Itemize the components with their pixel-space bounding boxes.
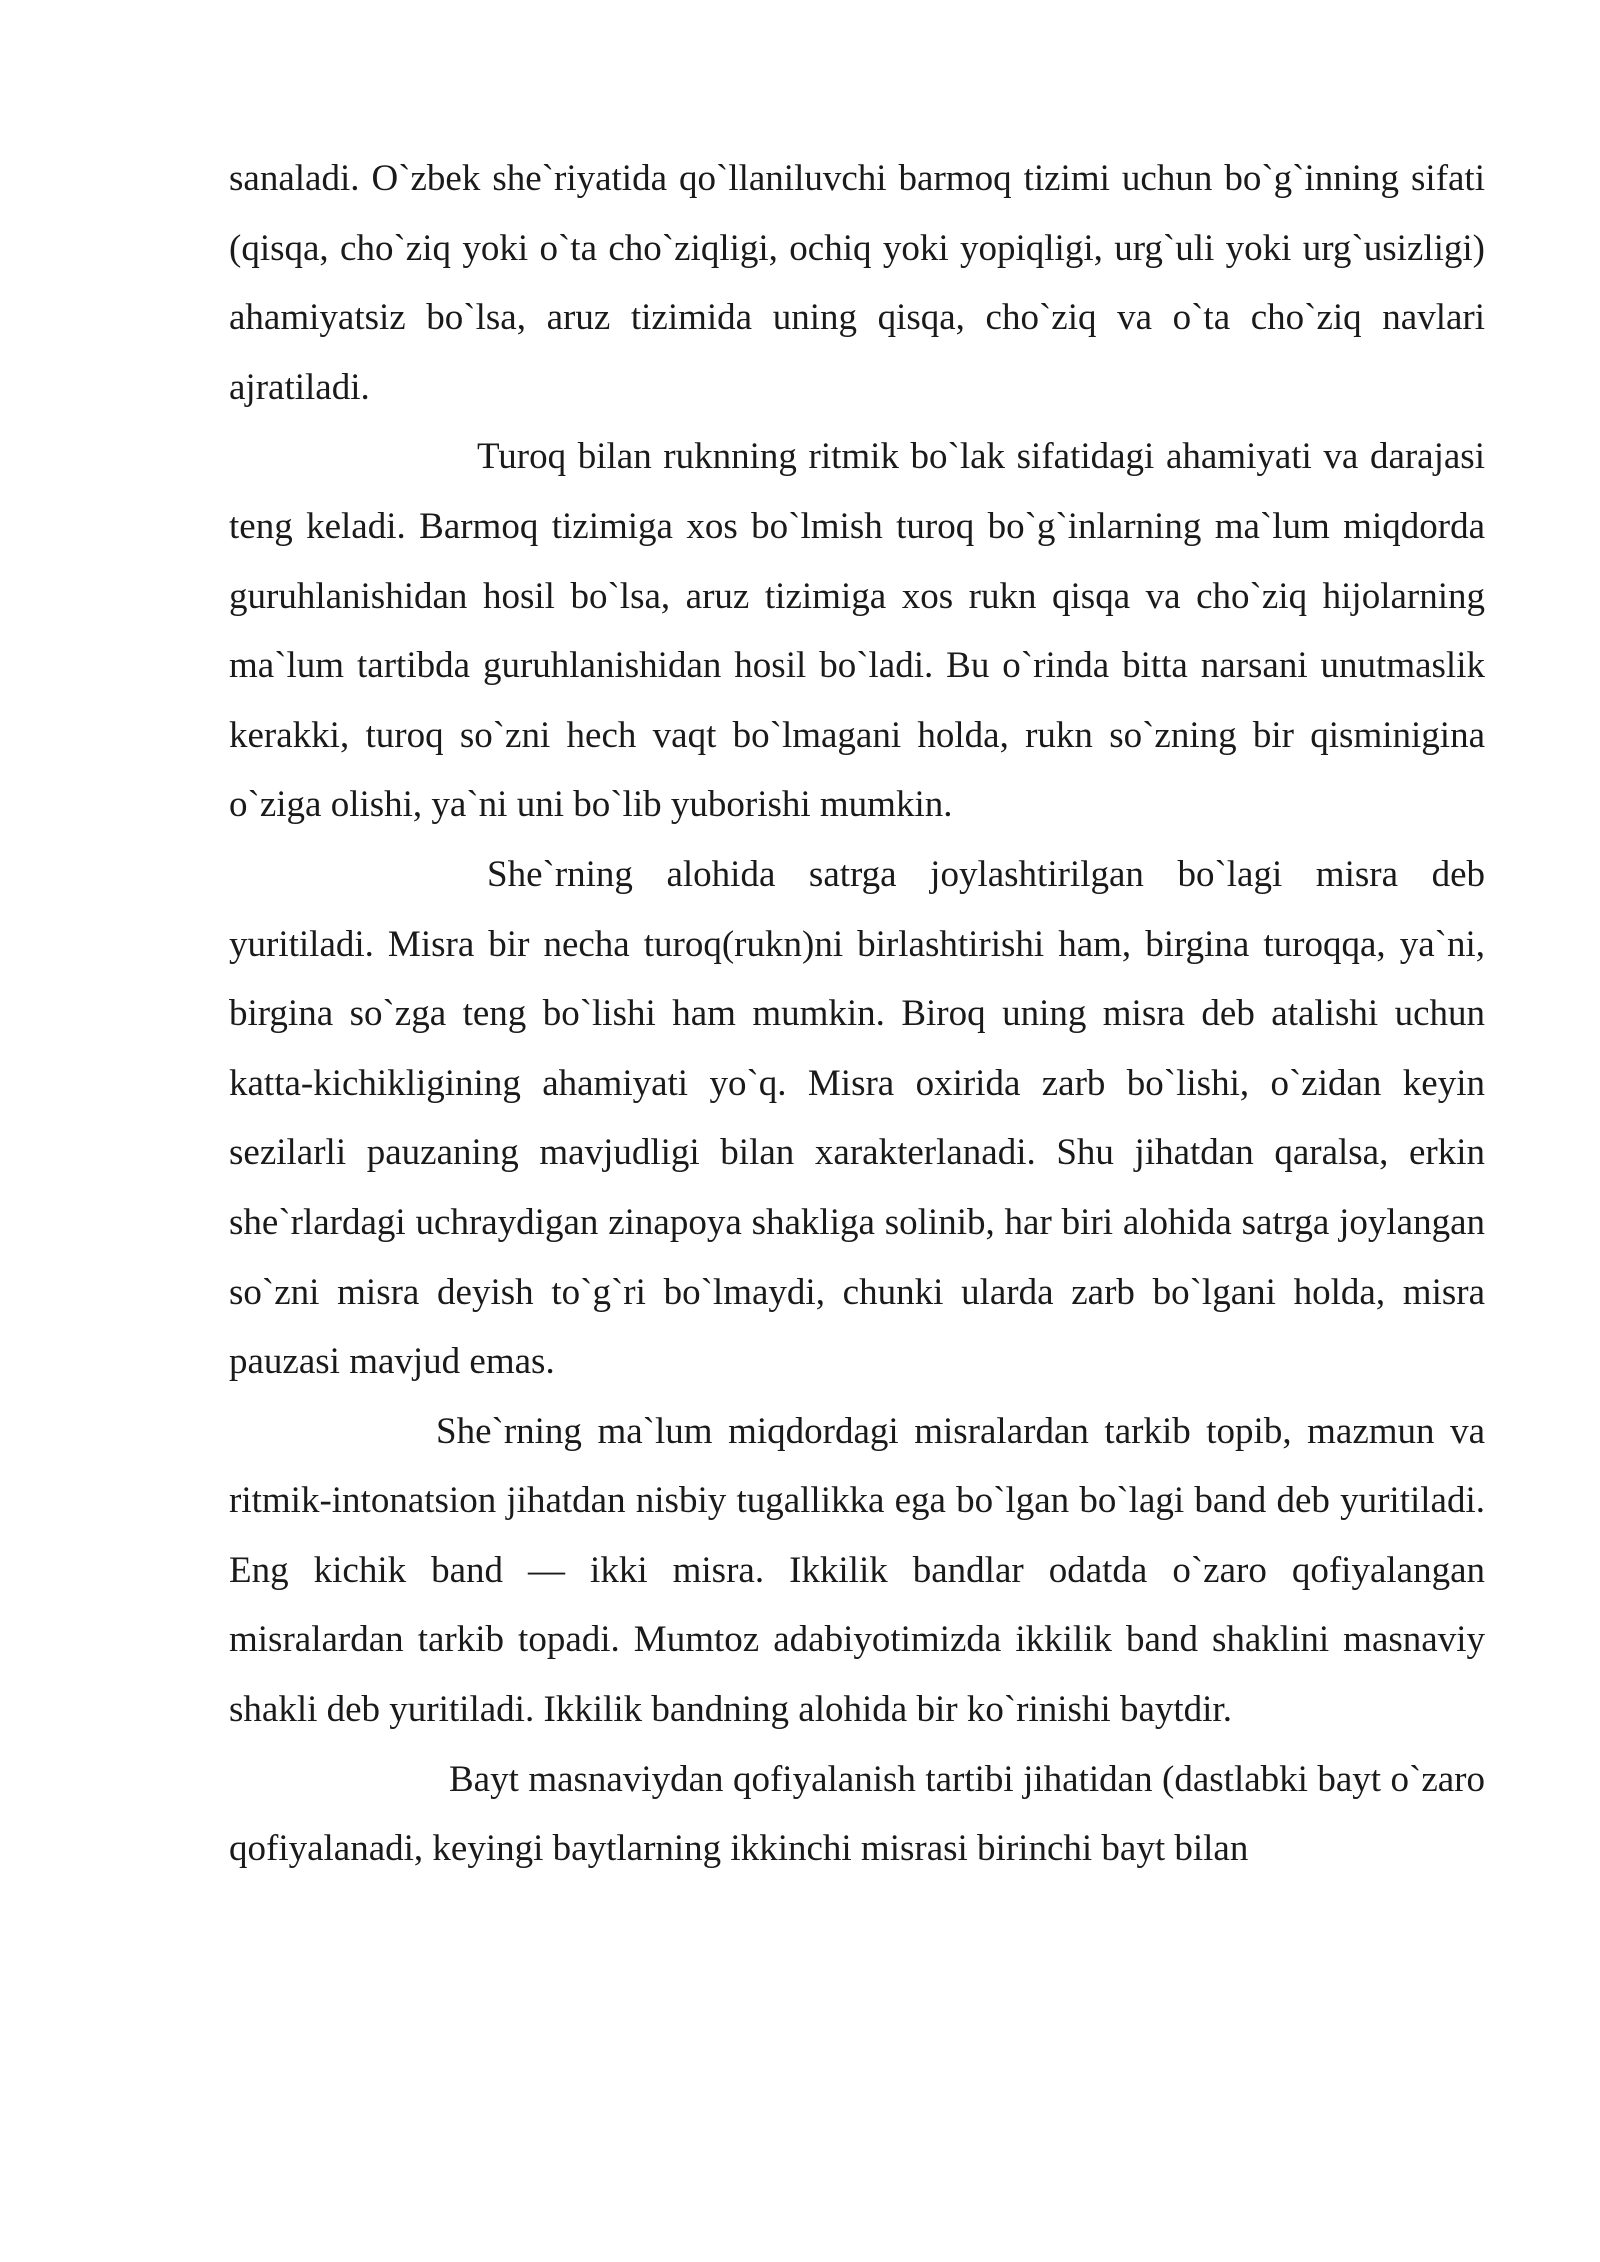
paragraph-3: She`rning alohida satrga joylashtirilgan bo`lagi misra deb yuritiladi. Misra bir necha turoq(rukn)ni birlashtirishi ham, birgina turoqqa, ya`ni, birgina so`zga teng bo`lishi ham mumkin. Biroq uning misra deb atalishi uchun katta-kichikligining ahamiyati yo`q. Misra oxirida zarb bo`lishi, o`zidan keyin sezilarli pauzaning mavjudligi bilan xarakterlanadi. Shu jihatdan qaralsa, erkin she`rlardagi uchraydigan zinapoya shakliga solinib, har biri alohida satrga joylangan so`zni misra deyish to`g`ri bo`lmaydi, chunki ularda zarb bo`lgani holda, misra pauzasi mavjud emas. — [229, 853, 1485, 1383]
paragraph-5: Bayt masnaviydan qofiyalanish tartibi jihatidan (dastlabki bayt o`zaro qofiyalanadi, keyingi baytlarning ikkinchi misrasi birinchi bayt bilan — [229, 1758, 1485, 1870]
paragraph-2: Turoq bilan ruknning ritmik bo`lak sifatidagi ahamiyati va darajasi teng keladi. Barmoq tizimiga xos bo`lmish turoq bo`g`inlarning ma`lum miqdorda guruhlanishidan hosil bo`lsa, aruz tizimiga xos rukn qisqa va cho`ziq hijolarning ma`lum tartibda guruhlanishidan hosil bo`ladi. Bu o`rinda bitta narsani unutmaslik kerakki, turoq so`zni hech vaqt bo`lmagani holda, rukn so`zning bir qisminigina o`ziga olishi, ya`ni uni bo`lib yuborishi mumkin. — [229, 436, 1485, 826]
document-body — [229, 144, 1485, 1884]
paragraph-4: She`rning ma`lum miqdordagi misralardan tarkib topib, mazmun va ritmik-intonatsion jihatdan nisbiy tugallikka ega bo`lgan bo`lagi band deb yuritiladi. Eng kichik band — ikki misra. Ikkilik bandlar odatda o`zaro qofiyalangan misralardan tarkib topadi. Mumtoz adabiyotimizda ikkilik band shaklini masnaviy shakli deb yuritiladi. Ikkilik bandning alohida bir ko`rinishi baytdir. — [229, 1410, 1485, 1731]
paragraph-1: sanaladi. O`zbek she`riyatida qo`llaniluvchi barmoq tizimi uchun bo`g`inning sifati (qisqa, cho`ziq yoki o`ta cho`ziqligi, ochiq yoki yopiqligi, urg`uli yoki urg`usizligi) ahamiyatsiz bo`lsa, aruz tizimida uning qisqa, cho`ziq va o`ta cho`ziq navlari ajratiladi. — [229, 158, 1485, 408]
